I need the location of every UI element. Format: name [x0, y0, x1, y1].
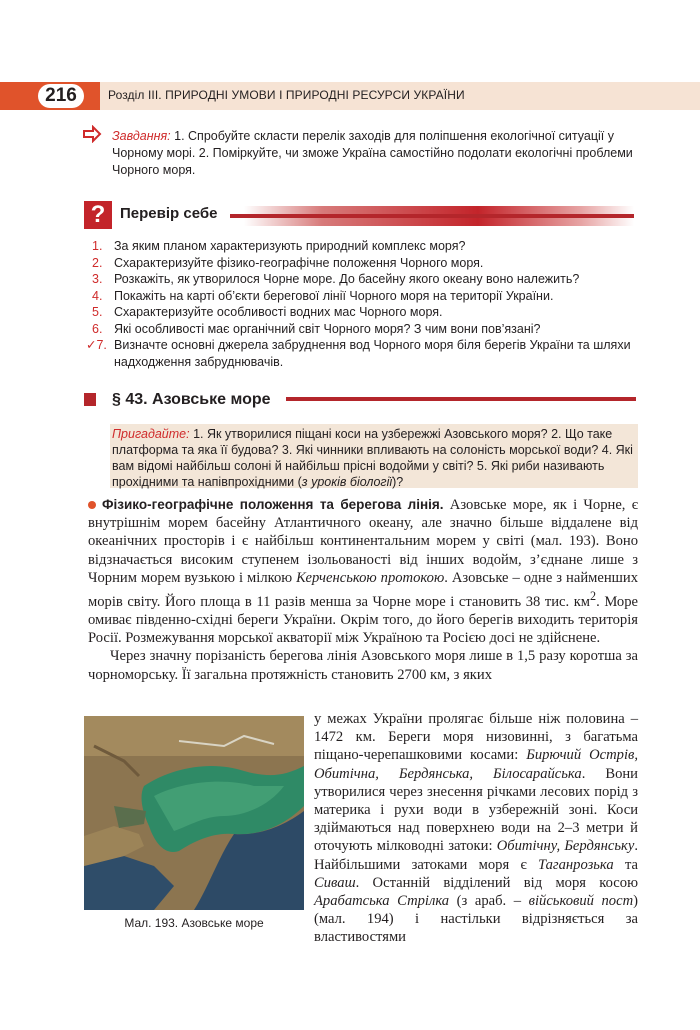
question-text: Які особливості має органічний світ Чорного моря? З чим вони пов’язані? [114, 321, 541, 336]
subheading: Фізико-географічне положення та берегова лінія. [102, 497, 444, 512]
question-item [92, 288, 637, 305]
question-text: За яким планом характеризують природний комплекс моря? [114, 239, 466, 253]
section-marker [84, 393, 96, 406]
recall-label: Пригадайте: [112, 427, 190, 441]
text-run: . Вони утворилися через знесення річками лесових порід з материка і рухи води в узбережній зоні. Коси здіймаються над поверхнею води на 2–3 метри й оточують мілководні затоки: [314, 765, 638, 855]
question-mark-icon: ? [84, 201, 112, 229]
question-item [92, 321, 637, 338]
question-item [92, 271, 637, 288]
body-text [88, 496, 638, 684]
term-bays: Обитічну, Бердянську [496, 838, 635, 855]
question-item [86, 337, 637, 370]
question-number: ✓7. [86, 338, 107, 352]
chapter-title: Розділ ІІІ. ПРИРОДНІ УМОВИ І ПРИРОДНІ РЕСУРСИ УКРАЇНИ [108, 88, 465, 102]
recall-italic: з уроків біології [301, 475, 393, 489]
superscript: 2 [590, 589, 597, 604]
section-title: § 43. Азовське море [112, 391, 271, 408]
page-number: 216 [38, 84, 84, 108]
text-run: ) (мал. 194) і настільки відрізняється за властивостями [314, 893, 638, 946]
text-run: . Море омиває південно-східні береги України. Окрім того, до його берегів виходить територія Росії. Розмежування морської акваторії між Україною та Росією досі не здійснене. [88, 593, 638, 647]
section-rule [286, 397, 636, 401]
text-run: . Найбільшими затоками моря є [314, 838, 638, 873]
question-text: Розкажіть, як утворилося Чорне море. До басейну якого океану воно належить? [114, 272, 580, 286]
question-text: Схарактеризуйте особливості водних мас Чорного моря. [114, 305, 443, 319]
text-run: (з араб. – [449, 893, 529, 910]
term-syvash: Сиваш [314, 874, 356, 891]
term-arabat-spit: Арабатська Стрілка [314, 893, 450, 910]
term-spits: Бирючий Острів, Обитічна, Бердянська, Білосарайська [314, 747, 638, 782]
question-number: 6. [92, 321, 103, 336]
text-run: та [613, 856, 638, 873]
question-text: Схарактеризуйте фізико-географічне положення Чорного моря. [114, 255, 484, 270]
question-text: Визначте основні джерела забруднення вод Чорного моря біля берегів України та шляхи надходження забруднювачів. [114, 338, 631, 369]
recall-text: 1. Як утворилися піщані коси на узбережжі Азовського моря? 2. Що таке платформа та яка її будова? 3. Які чинники впливають на солоність морської води? 4. Які вам відомі найбільш солоні й найбільш прісні водойми у світі? 5. Які риби називають прохідними та напівпрохідними ( [112, 427, 633, 489]
text-run: у межах України пролягає більше ніж половина – 1472 км. Береги моря низовинні, з багатьма піщано-черепашковими косами: [314, 711, 638, 764]
term-kerch-strait: Керченською протокою [296, 569, 445, 586]
question-number: 5. [92, 305, 103, 319]
question-list [86, 238, 637, 370]
right-column-text [314, 710, 638, 947]
recall-end: )? [392, 475, 404, 489]
question-number: 1. [92, 239, 103, 253]
figure-caption: Мал. 193. Азовське море [124, 916, 264, 930]
question-number: 3. [92, 272, 103, 286]
question-item [92, 304, 637, 321]
question-number: 4. [92, 288, 103, 303]
text-run: Азовське море, як і Чорне, є внутрішнім морем басейну Атлантичного океану, але значно більше віддалене від океанічних просторів і є найбільш континентальним морем у світі (мал. 193). Воно відзначається високим ступенем ізольованості від інших водойм, з’єднане лише з Чорним морем вузькою і мілкою [88, 497, 638, 586]
paragraph: Через значну порізаність берегова лінія Азовського моря лише в 1,5 разу коротша за чорноморську. Її загальна протяжність становить 2700 км, з яких [88, 648, 638, 683]
task-text: 1. Спробуйте скласти перелік заходів для поліпшення екологічної ситуації у Чорному морі. 2. Поміркуйте, чи зможе Україна самостійно подолати екологічні проблеми Чорного моря. [112, 129, 633, 177]
paragraph [88, 496, 638, 647]
text-run: . Азовське – одне з найменших морів світу. Його площа в 11 разів менша за Чорне море і становить 38 тис. км [88, 569, 639, 610]
self-check-title: Перевір себе [120, 205, 218, 222]
text-run: . Останній відділений від моря косою [355, 874, 638, 891]
task-block [84, 128, 636, 179]
term-military-post: військовий пост [528, 893, 634, 910]
self-check-rule [230, 214, 634, 218]
bullet-icon [88, 501, 96, 509]
question-item [92, 238, 637, 255]
term-taganrog: Таганрозька [538, 856, 614, 873]
question-text: Покажіть на карті об’єкти берегової лінії Чорного моря на території України. [114, 288, 554, 303]
recall-block [112, 426, 636, 490]
question-number: 2. [92, 255, 103, 270]
task-label: Завдання: [112, 129, 171, 143]
azov-sea-satellite-image [84, 716, 304, 910]
question-item [92, 255, 637, 272]
